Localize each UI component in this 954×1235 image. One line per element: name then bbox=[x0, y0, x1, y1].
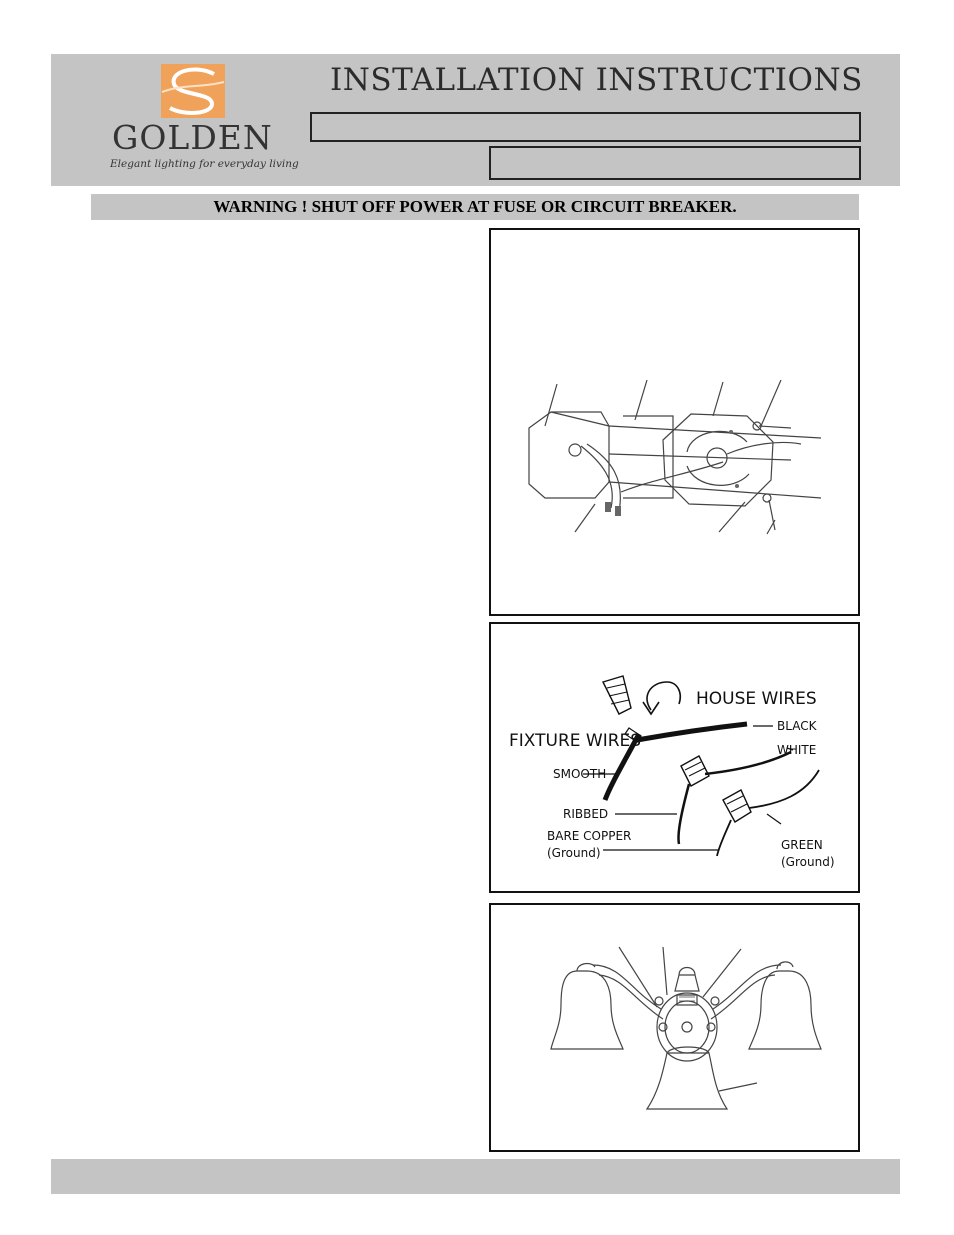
footer-band bbox=[51, 1159, 900, 1194]
bare-copper-ground-label: (Ground) bbox=[547, 846, 601, 860]
wiring-diagram-figure bbox=[489, 622, 860, 893]
mounting-bracket-illustration bbox=[491, 230, 858, 614]
smooth-wire-label: SMOOTH bbox=[553, 767, 607, 781]
white-wire-label: WHITE bbox=[777, 743, 817, 757]
mounting-bracket-figure bbox=[489, 228, 860, 616]
vanity-fixture-illustration bbox=[491, 905, 858, 1150]
green-ground-label: (Ground) bbox=[781, 855, 835, 869]
logo-tagline: Elegant lighting for everyday living bbox=[110, 158, 299, 170]
warning-banner: WARNING ! SHUT OFF POWER AT FUSE OR CIRCUIT BREAKER. bbox=[91, 194, 859, 220]
item-number-box bbox=[489, 146, 861, 180]
ribbed-wire-label: RIBBED bbox=[563, 807, 609, 821]
black-wire-label: BLACK bbox=[777, 719, 817, 733]
model-number-box bbox=[310, 112, 861, 142]
house-wires-label: HOUSE WIRES bbox=[696, 689, 817, 709]
brand-logo bbox=[104, 62, 299, 182]
page-title: INSTALLATION INSTRUCTIONS bbox=[330, 62, 863, 98]
fixture-assembly-figure bbox=[489, 903, 860, 1152]
wiring-diagram-illustration bbox=[491, 624, 858, 891]
fixture-wires-label: FIXTURE WIRES bbox=[509, 731, 642, 751]
logo-brand-name: GOLDEN bbox=[112, 118, 273, 157]
bare-copper-label: BARE COPPER bbox=[547, 829, 632, 843]
green-wire-label: GREEN bbox=[781, 838, 823, 852]
